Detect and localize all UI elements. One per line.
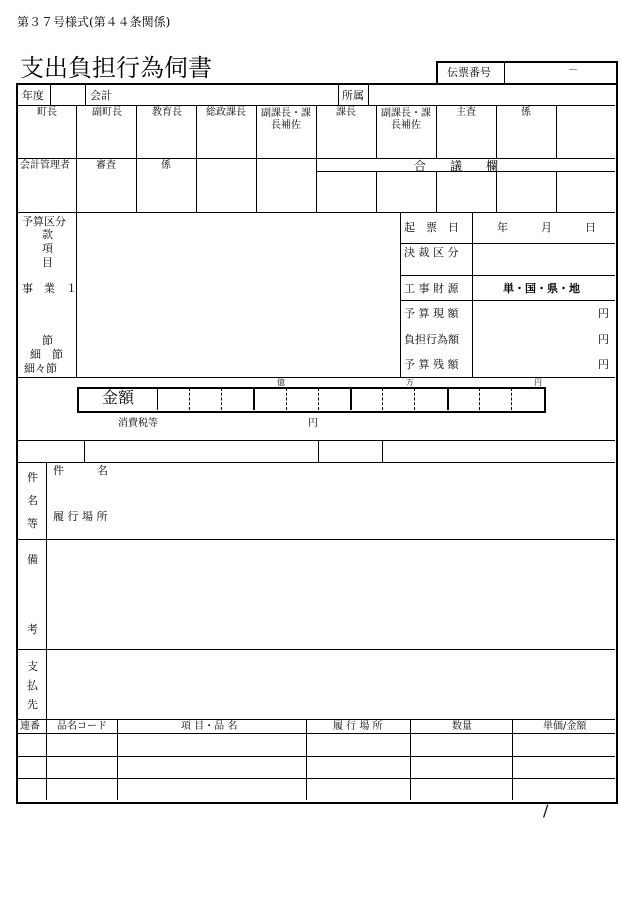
approver-staff: 係 [521, 107, 531, 118]
account-field[interactable] [120, 86, 335, 104]
approver-review-staff: 係 [161, 160, 171, 171]
draft-date-field[interactable]: 年 月 日 [497, 221, 596, 234]
table-row[interactable] [18, 779, 614, 799]
approver-mayor: 町長 [37, 107, 57, 118]
current-budget-label: 予 算 現 額 [404, 307, 459, 320]
budget-entry-field[interactable] [80, 216, 396, 374]
subject-name-field[interactable] [120, 465, 610, 505]
tax-field[interactable] [168, 414, 304, 432]
col-seq: 連番 [20, 721, 40, 732]
subject-place-label: 履 行 場 所 [53, 510, 108, 523]
approver-deputy-chief-2: 副課長・課 長補佐 [381, 108, 431, 131]
col-quantity: 数量 [452, 721, 472, 732]
subject-side-1: 件 [27, 471, 38, 484]
approver-general-affairs-chief: 総政課長 [206, 107, 246, 118]
unit-oku: 億 [277, 378, 285, 387]
unit-yen: 円 [534, 378, 542, 387]
approver-section-chief: 課長 [336, 107, 356, 118]
approval-class-label: 決 裁 区 分 [404, 246, 459, 259]
approver-senior-staff: 主査 [456, 107, 476, 118]
budget-kan-label: 款 [42, 228, 53, 241]
col-item-name: 項 目・品 名 [181, 721, 238, 732]
approver-deputy-mayor: 副町長 [92, 107, 122, 118]
payee-side-3: 先 [27, 698, 38, 711]
department-label: 所属 [342, 89, 364, 102]
form-number: 第３７号様式(第４４条関係) [17, 15, 171, 29]
tax-label: 消費税等 [118, 418, 158, 429]
remarks-side-2: 考 [27, 623, 38, 636]
budget-kou-label: 項 [42, 242, 53, 255]
amount-label: 金額 [102, 388, 135, 407]
department-field[interactable] [372, 86, 612, 104]
budget-moku-label: 目 [42, 256, 53, 269]
budget-division-label: 予算区分 [22, 215, 66, 228]
funding-label: 工 事 財 源 [404, 282, 459, 295]
unit-man: 万 [406, 378, 414, 387]
payee-field[interactable] [50, 652, 610, 716]
funding-options[interactable]: 単・国・県・地 [503, 282, 580, 295]
remarks-field[interactable] [50, 542, 610, 646]
col-place: 履 行 場 所 [333, 721, 383, 732]
payee-side-1: 支 [27, 660, 38, 673]
subject-name-label: 件 名 [53, 464, 108, 477]
voucher-label: 伝票番号 [447, 66, 491, 79]
budget-remaining-label: 予 算 残 額 [404, 358, 459, 371]
col-unit-price: 単価/金額 [543, 721, 587, 732]
table-row[interactable] [18, 757, 614, 777]
approver-review: 審査 [96, 160, 116, 171]
remarks-side-1: 備 [27, 553, 38, 566]
subject-place-field[interactable] [125, 508, 610, 536]
budget-saisetsu-label: 細 節 [30, 348, 63, 361]
page-title: 支出負担行為伺書 [20, 54, 212, 82]
approver-superintendent: 教育長 [152, 107, 182, 118]
current-budget-yen: 円 [598, 307, 609, 320]
budget-remaining-yen: 円 [598, 358, 609, 371]
tax-yen: 円 [308, 418, 318, 429]
amount-box[interactable] [77, 387, 546, 413]
approver-accounting-manager: 会計管理者 [20, 160, 70, 171]
account-label: 会計 [90, 89, 112, 102]
budget-saisaisetsu-label: 細々節 [24, 362, 57, 375]
payee-side-2: 払 [27, 679, 38, 692]
draft-date-label: 起 票 日 [404, 221, 459, 234]
council-label: 合 議 欄 [414, 159, 499, 173]
subject-side-2: 名 [27, 494, 38, 507]
footer-slash: / [543, 801, 549, 820]
fiscal-year-label: 年度 [22, 89, 44, 102]
budget-project-label: 事 業 １ [22, 282, 77, 295]
subject-side-3: 等 [27, 517, 38, 530]
table-row[interactable] [18, 734, 614, 755]
voucher-number-field[interactable]: － [568, 65, 578, 76]
commitment-yen: 円 [598, 333, 609, 346]
commitment-label: 負担行為額 [404, 333, 459, 346]
budget-setsu-label: 節 [42, 334, 53, 347]
col-item-code: 品名コード [57, 721, 107, 732]
approver-deputy-chief-1: 副課長・課 長補佐 [261, 108, 311, 131]
